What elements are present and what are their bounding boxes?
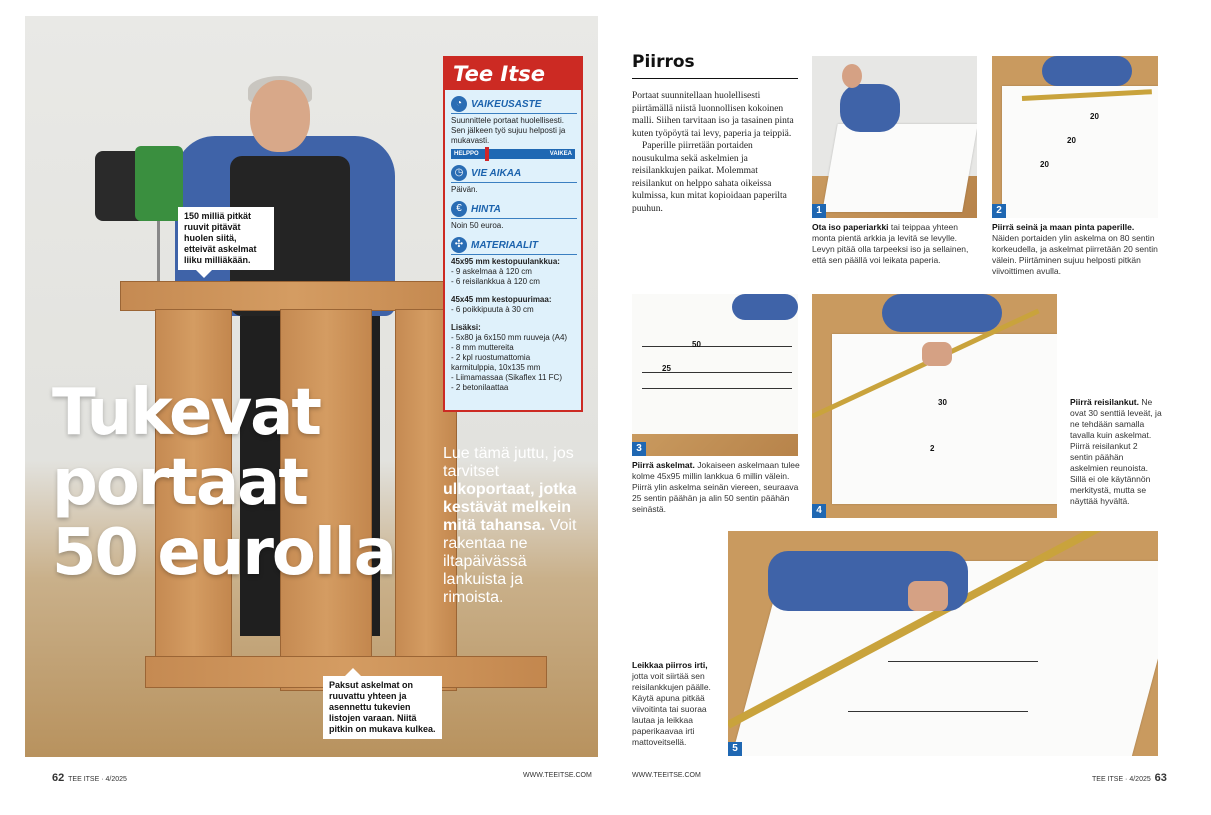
hand bbox=[908, 581, 948, 611]
paper-sheet bbox=[1002, 86, 1158, 218]
paper-sheet bbox=[822, 124, 977, 212]
section-title: HINTA bbox=[471, 203, 501, 215]
caption-text: Jokaiseen askelmaan tulee kolme 45x95 millin lankkua 6 millin välein. Piirrä ylin askelma seinän viereen, seuraava 25 sentin päähän ja alin 50 sentin päähän seinästä. bbox=[632, 460, 800, 514]
materials-group-title: 45x95 mm kestopuulankkua: bbox=[451, 257, 560, 266]
material-item: - 2 betonilaattaa bbox=[451, 383, 509, 392]
step-4-caption bbox=[1070, 397, 1162, 507]
footer-right bbox=[1092, 772, 1167, 784]
man-head bbox=[250, 80, 310, 152]
gauge-icon: ◔ bbox=[451, 96, 467, 112]
materials-group-2 bbox=[451, 295, 575, 315]
intro-bold: ulkoportaat, jotka kestävät melkein mitä tahansa. bbox=[443, 481, 577, 534]
callout-steps bbox=[323, 676, 442, 739]
section-text: Noin 50 euroa. bbox=[451, 221, 504, 230]
footer-issue: TEE ITSE · 4/2025 bbox=[1092, 776, 1151, 783]
caption-bold: Piirrä askelmat. bbox=[632, 460, 695, 470]
arm bbox=[882, 294, 1002, 332]
section-title: VIE AIKAA bbox=[471, 167, 522, 179]
drawn-line bbox=[888, 661, 1038, 662]
dimension-label: 20 bbox=[1067, 136, 1076, 145]
page-number: 63 bbox=[1154, 772, 1167, 784]
section-materiaalit bbox=[451, 237, 577, 255]
caption-bold: Piirrä seinä ja maan pinta paperille. bbox=[992, 222, 1135, 232]
hand bbox=[922, 342, 952, 366]
step-2-caption bbox=[992, 222, 1160, 277]
caption-bold: Ota iso paperiarkki bbox=[812, 222, 889, 232]
step-3-caption bbox=[632, 460, 800, 515]
footer-url[interactable]: WWW.TEEITSE.COM bbox=[523, 772, 592, 779]
callout-tail bbox=[196, 270, 212, 278]
footer-left bbox=[52, 772, 127, 784]
intro-part-1: Lue tämä juttu, jos tarvitset bbox=[443, 445, 574, 480]
footer-issue: TEE ITSE · 4/2025 bbox=[68, 776, 127, 783]
difficulty-marker bbox=[485, 147, 489, 161]
caption-text: Näiden portaiden ylin askelma on 80 sentin korkeudella, ja askelmat piirretään 20 sentin välein. Piirtäminen sujuu helposti pitkän viivoittimen avulla. bbox=[992, 233, 1158, 276]
euro-icon: € bbox=[451, 201, 467, 217]
drawn-line bbox=[848, 711, 1028, 712]
step-5-photo bbox=[728, 531, 1158, 756]
caption-text: Ne ovat 30 senttiä leveät, ja ne tehdään samalla tavalla kuin askelmat. Piirrä reisilankut 2 sentin päähän askelmien reunoista. Sillä ei ole käytännön merkitystä, mutta se näyttää hyvältä. bbox=[1070, 397, 1162, 506]
body-paragraph: Portaat suunnitellaan huolellisesti piirtämällä niistä luonnollisen kokoinen malli. Siihen tarvitaan iso ja tasainen pinta kuten työpöytä tai levy, paperia ja teippiä. bbox=[632, 91, 794, 139]
man-shirt bbox=[840, 84, 900, 132]
tee-itse-header: Tee Itse bbox=[445, 58, 581, 90]
step-number-badge: 3 bbox=[632, 442, 646, 456]
drawn-line bbox=[642, 346, 792, 347]
step-number-badge: 1 bbox=[812, 204, 826, 218]
floor bbox=[632, 434, 798, 456]
callout-steps-text: Paksut askelmat on ruuvattu yhteen ja asennettu tukevien listojen varaan. Niitä pitkin on mukava kulkea. bbox=[329, 680, 436, 734]
step-number-badge: 4 bbox=[812, 504, 826, 518]
material-item: - 2 kpl ruostumattomia karmitulppia, 10x135 mm bbox=[451, 353, 541, 372]
dimension-label: 20 bbox=[1040, 160, 1049, 169]
material-item: - 5x80 ja 6x150 mm ruuveja (A4) bbox=[451, 333, 568, 342]
step-number-badge: 5 bbox=[728, 742, 742, 756]
page-title bbox=[52, 378, 412, 588]
section-vaikeusaste bbox=[451, 96, 577, 114]
callout-screws-text: 150 milliä pitkät ruuvit pitävät huolen siitä, etteivät askelmat liiku milliäkään. bbox=[184, 211, 257, 265]
intro-part-2: Voit rakentaa ne iltapäivässä lankuista ja rimoista. bbox=[443, 517, 577, 606]
callout-tail bbox=[345, 668, 361, 676]
body-text bbox=[632, 90, 798, 215]
difficulty-hard-label: VAIKEA bbox=[549, 151, 572, 157]
dimension-label: 50 bbox=[692, 340, 701, 349]
section-vie-aikaa bbox=[451, 165, 577, 183]
step-1-caption bbox=[812, 222, 980, 266]
callout-screws bbox=[178, 207, 274, 270]
intro-text bbox=[443, 445, 583, 607]
section-hinta bbox=[451, 201, 577, 219]
dimension-label: 20 bbox=[1090, 112, 1099, 121]
dimension-label: 30 bbox=[938, 398, 947, 407]
difficulty-bar bbox=[451, 149, 575, 159]
body-paragraph: Paperille piirretään portaiden nousukulma sekä askelmien ja reisilankkujen paikat. Molemmat reisilankut on helppo sahata oikeissa kulmissa, kun mitat kopioidaan paperilta puuhun. bbox=[632, 141, 787, 214]
drawn-line bbox=[642, 388, 792, 389]
dimension-label: 25 bbox=[662, 364, 671, 373]
material-item: - 6 poikkipuuta à 30 cm bbox=[451, 305, 534, 314]
page-number: 62 bbox=[52, 772, 65, 784]
section-text: Päivän. bbox=[451, 185, 478, 194]
section-title: MATERIAALIT bbox=[471, 239, 539, 251]
caption-bold: Leikkaa piirros irti, bbox=[632, 660, 708, 670]
material-item: - Liimamassaa (Sikaflex 11 FC) bbox=[451, 373, 562, 382]
title-rule bbox=[632, 78, 798, 79]
man-head bbox=[842, 64, 862, 88]
materials-group-3 bbox=[451, 323, 575, 393]
caption-text: jotta voit siirtää sen reisilankkujen päälle. Käytä apuna pitkää viivoitinta tai suoraa lautaa ja leikkaa paperikaavaa irti mattoveitsellä. bbox=[632, 671, 711, 747]
material-item: - 8 mm muttereita bbox=[451, 343, 514, 352]
materials-group-title: 45x45 mm kestopuurimaa: bbox=[451, 295, 552, 304]
title-line-2: portaat bbox=[52, 446, 307, 520]
clock-icon: ◷ bbox=[451, 165, 467, 181]
material-item: - 6 reisilankkua à 120 cm bbox=[451, 277, 540, 286]
step-5-caption bbox=[632, 660, 722, 748]
stair-top-step bbox=[120, 281, 467, 311]
step-3-photo bbox=[632, 294, 798, 456]
step-number-badge: 2 bbox=[992, 204, 1006, 218]
materials-group-1 bbox=[451, 257, 575, 287]
dimension-label: 2 bbox=[930, 444, 935, 453]
step-2-photo bbox=[992, 56, 1158, 218]
footer-url[interactable]: WWW.TEEITSE.COM bbox=[632, 772, 701, 779]
drill-icon bbox=[135, 146, 183, 221]
caption-bold: Piirrä reisilankut. bbox=[1070, 397, 1139, 407]
section-title: Piirros bbox=[632, 52, 695, 72]
title-line-1: Tukevat bbox=[52, 376, 320, 450]
caption-text: tai teippaa yhteen monta pientä arkkia ja levitä se levylle. Levyn pitää olla tarpeeksi iso ja sellainen, että sen päällä voi leikata paperia. bbox=[812, 222, 969, 265]
tools-icon: ✣ bbox=[451, 237, 467, 253]
arm bbox=[1042, 56, 1132, 86]
arm bbox=[732, 294, 798, 320]
tee-itse-box bbox=[443, 56, 583, 412]
material-item: - 9 askelmaa à 120 cm bbox=[451, 267, 532, 276]
materials-group-title: Lisäksi: bbox=[451, 323, 481, 332]
title-line-3: 50 eurolla bbox=[52, 516, 395, 590]
drill-bit bbox=[157, 221, 160, 281]
step-1-photo bbox=[812, 56, 977, 218]
difficulty-easy-label: HELPPO bbox=[454, 151, 479, 157]
step-4-photo bbox=[812, 294, 1057, 518]
section-text: Suunnittele portaat huolellisesti. Sen jälkeen työ sujuu helposti ja mukavasti. bbox=[451, 116, 566, 145]
section-title: VAIKEUSASTE bbox=[471, 98, 542, 110]
